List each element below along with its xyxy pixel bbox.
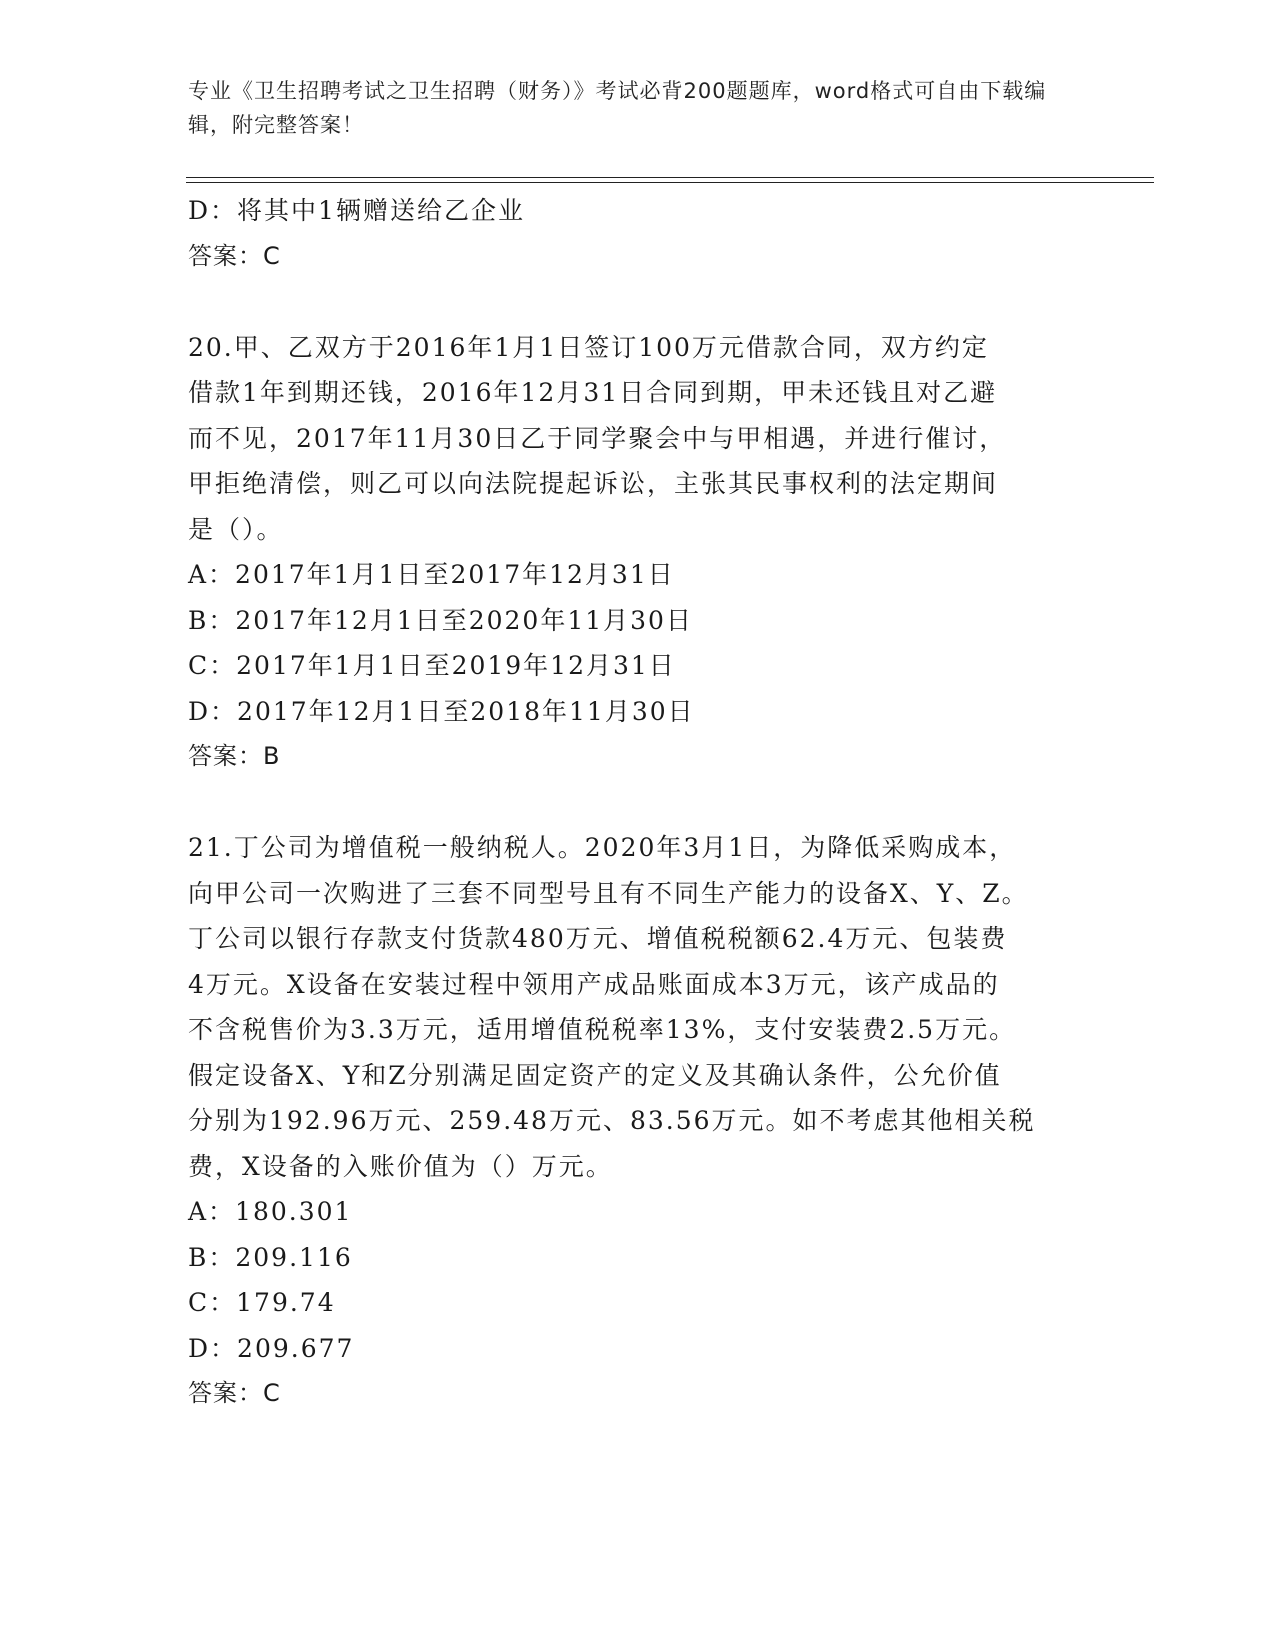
option-b: B：209.116 <box>188 1242 353 1272</box>
document-body <box>188 188 1088 1417</box>
option-a: A：180.301 <box>188 1197 353 1226</box>
answer-label: 答案：C <box>188 241 281 270</box>
question-stem-line: 甲拒绝清偿，则乙可以向法院提起诉讼，主张其民事权利的法定期间 <box>188 469 999 498</box>
header-divider-top <box>186 177 1154 178</box>
answer-label: 答案：B <box>188 742 281 770</box>
question-stem-line: 20.甲、乙双方于2016年1月1日签订100万元借款合同，双方约定 <box>188 332 989 362</box>
question-stem-line: 是（）。 <box>188 514 284 544</box>
document-header <box>188 74 1068 142</box>
spacer <box>188 279 1088 325</box>
question-stem-line: 不含税售价为3.3万元，适用增值税税率13%，支付安装费2.5万元。 <box>188 1015 1017 1044</box>
option-a: A：2017年1月1日至2017年12月31日 <box>188 560 675 589</box>
option-d: D：将其中1辆赠送给乙企业 <box>188 196 525 225</box>
header-title: 专业《卫生招聘考试之卫生招聘（财务）》考试必背200题题库，word格式可自由下载编辑，附完整答案！ <box>188 79 1047 137</box>
question-stem-line: 向甲公司一次购进了三套不同型号且有不同生产能力的设备X、Y、Z。 <box>188 878 1029 908</box>
question-stem-line: 21.丁公司为增值税一般纳税人。2020年3月1日，为降低采购成本， <box>188 833 1017 862</box>
question-stem-line: 费，X设备的入账价值为（）万元。 <box>188 1151 613 1181</box>
option-d: D：209.677 <box>188 1333 355 1363</box>
question-21 <box>188 825 1088 1417</box>
option-c: C：2017年1月1日至2019年12月31日 <box>188 651 676 680</box>
question-stem-line: 而不见，2017年11月30日乙于同学聚会中与甲相遇，并进行催讨， <box>188 423 1007 453</box>
option-b: B：2017年12月1日至2020年11月30日 <box>188 605 693 635</box>
question-stem-line: 4万元。X设备在安装过程中领用产成品账面成本3万元，该产成品的 <box>188 969 1000 999</box>
prev-question-tail <box>188 188 1088 279</box>
question-stem-line: 丁公司以银行存款支付货款480万元、增值税税额62.4万元、包装费 <box>188 924 1008 953</box>
question-stem-line: 分别为192.96万元、259.48万元、83.56万元。如不考虑其他相关税 <box>188 1106 1036 1135</box>
spacer <box>188 780 1088 826</box>
answer-label: 答案：C <box>188 1379 281 1407</box>
option-c: C：179.74 <box>188 1288 336 1317</box>
header-divider-bottom <box>186 182 1154 183</box>
question-stem-line: 假定设备X、Y和Z分别满足固定资产的定义及其确认条件，公允价值 <box>188 1060 1002 1090</box>
option-d: D：2017年12月1日至2018年11月30日 <box>188 696 695 726</box>
question-stem-line: 借款1年到期还钱，2016年12月31日合同到期，甲未还钱且对乙避 <box>188 378 998 407</box>
question-20 <box>188 325 1088 780</box>
